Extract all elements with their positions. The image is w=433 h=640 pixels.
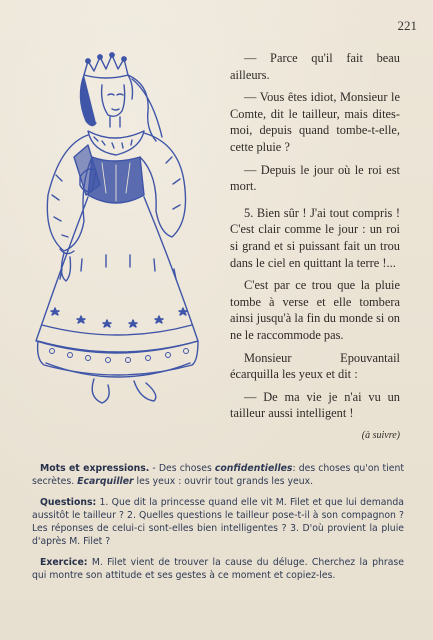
page-number: 221 [397, 18, 417, 33]
princess-illustration [22, 45, 222, 445]
vocabulary-definition: : des choses qu'on tient secrètes. [32, 463, 404, 487]
story-paragraph: — Vous êtes idiot, Monsieur le Comte, dit le tailleur, mais dites-moi, depuis quand tombe-t-elle, cette pluie ? [230, 90, 400, 154]
vocabulary-dash: - Des choses [149, 463, 215, 474]
story-paragraph: — Depuis le jour où le roi est mort. [230, 162, 400, 194]
vocabulary-term: confidentielles [214, 463, 293, 474]
story-paragraph: — Parce qu'il fait beau ailleurs. [230, 51, 400, 82]
story-paragraph: — De ma vie je n'ai vu un tailleur aussi intelligent ! [230, 389, 400, 421]
exercise-text: M. Filet vient de trouver la cause du déluge. Cherchez la phrase qui montre son attitude et ses gestes à ce moment et copiez-les. [32, 557, 404, 581]
vocabulary-heading: Mots et expressions. [40, 463, 150, 474]
story-text [230, 50, 400, 450]
story-paragraph: 5. Bien sûr ! J'ai tout compris ! C'est clair comme le jour : un roi si grand et si puissant fait un trou dans le ciel en quittant la terre !... [230, 205, 400, 270]
exercise-heading: Exercice: [40, 557, 88, 568]
vocabulary-definition: les yeux : ouvrir tout grands les yeux. [133, 476, 314, 487]
story-paragraph: Monsieur Epouvantail écarquilla les yeux et dit : [230, 350, 400, 382]
study-notes [32, 462, 404, 590]
vocabulary-section [32, 462, 404, 488]
exercise-section [32, 556, 404, 582]
questions-section [32, 496, 404, 548]
questions-heading: Questions: [40, 497, 97, 508]
story-paragraph: C'est par ce trou que la pluie tombe à verse et elle tombera ainsi jusqu'à la fin du monde si on ne le raccommode pas. [230, 278, 400, 342]
questions-text: 1. Que dit la princesse quand elle vit M. Filet et que lui demanda aussitôt le tailleur ? 2. Quelles questions le tailleur pose-t-il à son compagnon ? Les réponses de celui-ci sont-elles bien intelligentes ? 3. D'où provient la pluie d'après M. Filet ? [32, 497, 404, 547]
to-be-continued: (à suivre) [361, 429, 400, 441]
vocabulary-term: Ecarquiller [77, 476, 134, 487]
